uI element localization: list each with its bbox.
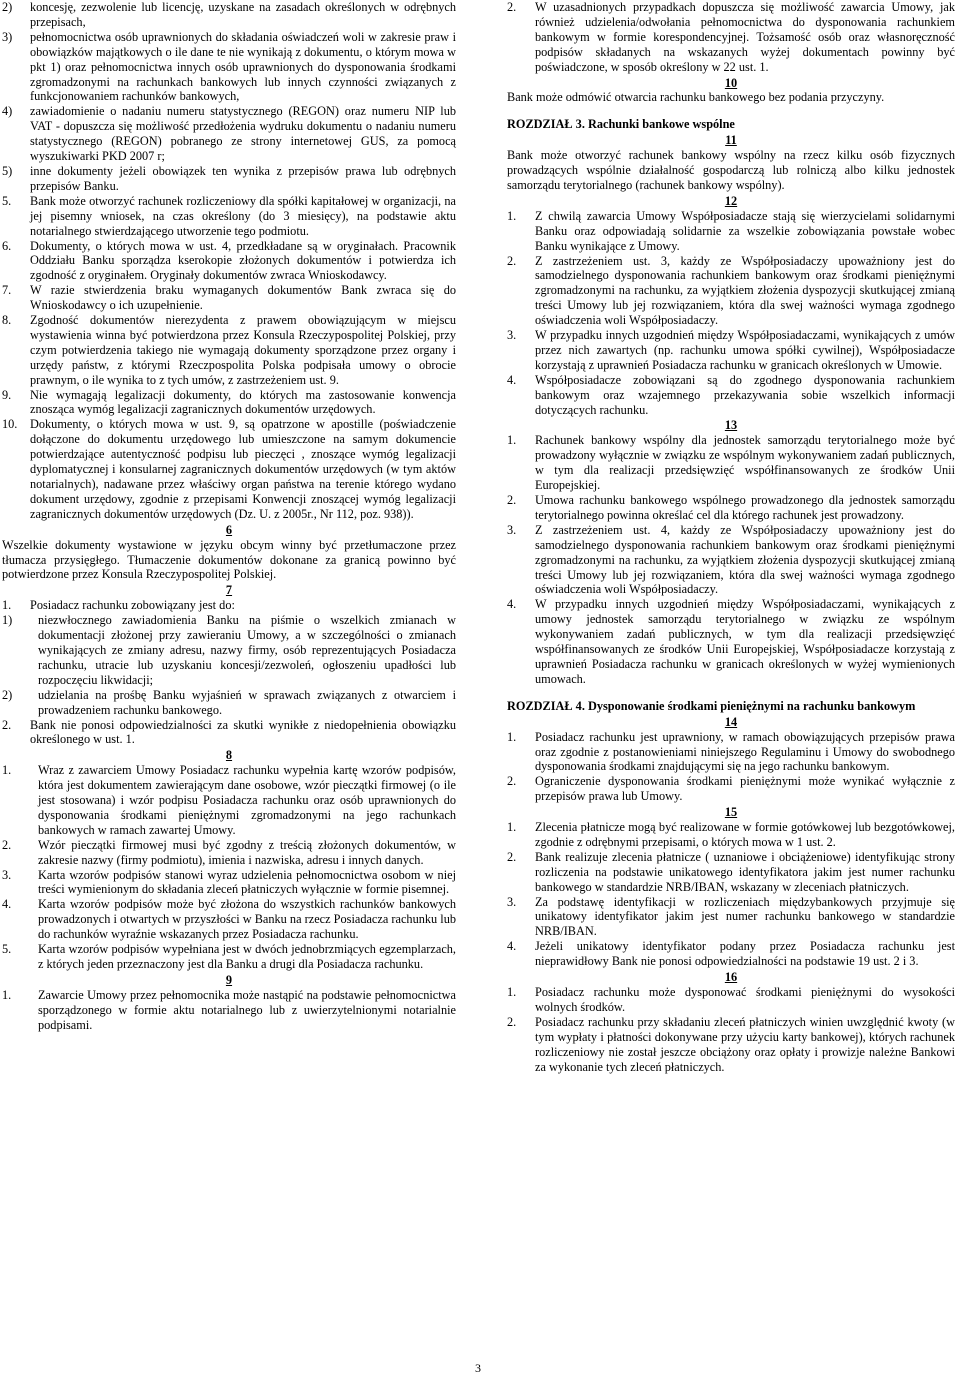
page-number: 3 bbox=[475, 1361, 481, 1375]
item-text: Posiadacz rachunku zobowiązany jest do: bbox=[30, 598, 235, 613]
list-item bbox=[507, 493, 955, 523]
item-text: Zawarcie Umowy przez pełnomocnika może nastąpić na podstawie pełnomocnictwa sporządzonego w formie aktu notarialnego lub z uwierzytelnionymi notarialnie podpisami. bbox=[38, 987, 456, 1032]
section-number: 10 bbox=[724, 75, 738, 90]
item-number: 6. bbox=[2, 238, 12, 253]
item-text: Z zastrzeżeniem ust. 3, każdy ze Współposiadaczy upoważniony jest do samodzielnego dysponowania rachunkiem bankowym oraz środkami pieniężnymi zgromadzonymi na rachunku, za wyjątkiem złożenia dyspozycji skutkującej zmianą treści Umowy lub jej rozwiązaniem, która dla swej ważności wymaga zgodnego oświadczenia woli Współposiadaczy. bbox=[535, 253, 955, 328]
list-item bbox=[507, 1015, 955, 1075]
list-item bbox=[2, 283, 456, 313]
list-item bbox=[2, 194, 456, 239]
left-column bbox=[2, 0, 456, 1033]
list-item bbox=[2, 763, 456, 838]
item-text: Dokumenty, o których mowa w ust. 9, są opatrzone w apostille (poświadczenie dołączone do dokumentu urzędowego lub umieszczone na samym dokumencie potwierdzające autentyczność podpisu lub pieczęci , znoszące wymóg legalizacji dyplomatycznej i konsularnej zagranicznych dokumentów urzędowych (w tym aktów notarialnych), nadawane przez właściwy organ państwa na terenie którego wydano dokument urzędowy, zgodnie z przepisami Konwencji znoszącej wymóg legalizacji zagranicznych dokumentów urzędowych (Dz. U. z 2005r., Nr 112, poz. 938)). bbox=[30, 417, 456, 521]
list-item bbox=[507, 373, 955, 418]
item-text: Zlecenia płatnicze mogą być realizowane w formie gotówkowej lub bezgotówkowej, zgodnie z odrębnymi przepisami, o których mowa w 1 ust. 2. bbox=[535, 820, 955, 849]
list-item bbox=[507, 209, 955, 254]
list-item bbox=[2, 897, 456, 942]
item-number: 3) bbox=[2, 29, 13, 44]
item-text: Współposiadacze zobowiązani są do zgodnego dysponowania rachunkiem bankowym oraz wzajemnego przekazywania sobie wszelkich informacji dotyczących rachunku. bbox=[535, 372, 955, 417]
item-number: 2. bbox=[2, 717, 12, 732]
list-item bbox=[2, 0, 456, 30]
item-number: 1. bbox=[2, 763, 12, 778]
list-item bbox=[507, 820, 955, 850]
item-text: Wzór pieczątki firmowej musi być zgodny z treścią złożonych dokumentów, w zakresie nazwy (firmy podmiotu), imienia i nazwiska, adresu i innych danych. bbox=[38, 837, 456, 867]
list-item bbox=[507, 850, 955, 895]
item-text: Ograniczenie dysponowania środkami pieniężnymi może wynikać wyłącznie z przepisów prawa lub Umowy. bbox=[535, 774, 955, 804]
item-text: W uzasadnionych przypadkach dopuszcza się możliwość zawarcia Umowy, jak również udzielenia/odwołania pełnomocnictwa do dysponowania rachunkiem bankowym w formie korespondencyjnej. Tożsamość osób oraz własnoręczność podpisów składanych na wskazanych wyżej dokumentach powinny być poświadczone, w sposób określony w 22 ust. 1. bbox=[535, 0, 955, 74]
section-number: 12 bbox=[724, 193, 738, 208]
list-item bbox=[507, 985, 955, 1015]
item-text: Bank może otworzyć rachunek rozliczeniowy dla spółki kapitałowej w organizacji, na jej pisemny wniosek, na czas określony (do 3 miesięcy), na podstawie aktu notarialnego stwierdzającego utworzenie tego podmiotu. bbox=[30, 193, 456, 238]
chapter-heading: ROZDZIAŁ 3. Rachunki bankowe wspólne bbox=[507, 117, 735, 132]
item-number: 7. bbox=[2, 283, 12, 298]
item-number: 1. bbox=[507, 433, 517, 448]
item-number: 1. bbox=[2, 987, 12, 1002]
list-item bbox=[507, 433, 955, 493]
item-text: Jeżeli unikatowy identyfikator podany przez Posiadacza rachunku jest nieprawidłowy Bank nie ponosi odpowiedzialności na podstawie 19 ust. 2 i 3. bbox=[535, 939, 955, 969]
list-item bbox=[507, 254, 955, 329]
item-number: 1. bbox=[507, 985, 517, 999]
item-number: 4) bbox=[2, 104, 13, 119]
item-text: niezwłocznego zawiadomienia Banku na piśmie o wszelkich zmianach w dokumentacji złożonej przy zawieraniu Umowy, a w szczególności o zmianach wynikających ze zmiany adresu, nazwy firmy, osób reprezentujących Posiadacza rachunku, utracie lub uzyskaniu koncesji/zezwoleń, ogłoszeniu upadłości lub rozpoczęciu likwidacji; bbox=[38, 613, 456, 687]
item-number: 2. bbox=[2, 837, 12, 852]
section-number: 15 bbox=[724, 805, 738, 820]
list-item bbox=[2, 988, 456, 1033]
item-text: pełnomocnictwa osób uprawnionych do składania oświadczeń woli w zakresie praw i obowiązków majątkowych o ile dane te nie wynikają z dokumentu, o którym mowa w pkt 1) oraz pełnomocnictwa innych osób uprawnionych do dysponowania środkami zgromadzonymi na rachunkach bankowych lub innych czynności związanych z funkcjonowaniem rachunków bankowych, bbox=[30, 29, 456, 104]
item-number: 5) bbox=[2, 163, 13, 178]
right-column bbox=[507, 0, 955, 1074]
item-text: Rachunek bankowy wspólny dla jednostek samorządu terytorialnego może być prowadzony wyłącznie w związku ze wspólnym wykonywaniem zadań publicznych, w tym dla realizacji przedsięwzięć współfinansowanych ze środków Unii Europejskiej. bbox=[535, 433, 955, 493]
item-number: 2. bbox=[507, 253, 517, 268]
item-text: zawiadomienie o nadaniu numeru statystycznego (REGON) oraz numeru NIP lub VAT - dopuszcza się możliwość przedłożenia wydruku dokumentu o nadaniu numeru statystycznego (REGON) pobranego ze strony internetowej GUS, za pomocą wyszukiwarki PKD 2007 r; bbox=[30, 104, 456, 164]
item-number: 4. bbox=[507, 372, 517, 387]
list-item bbox=[507, 895, 955, 940]
item-number: 3. bbox=[507, 894, 517, 909]
item-number: 5. bbox=[2, 942, 12, 957]
item-number: 8. bbox=[2, 313, 12, 328]
item-number: 2. bbox=[507, 1014, 517, 1029]
section-number: 6 bbox=[225, 522, 233, 537]
item-text: Posiadacz rachunku przy składaniu zleceń płatniczych winien uwzględnić kwoty (w tym wypłaty i płatności dokonywane przy użyciu karty bankowej), których rachunek rozliczeniowy nie został jeszcze obciążony oraz opłaty i prowizje należne Bankowi za wykonanie tych zleceń płatniczych. bbox=[535, 1014, 955, 1074]
list-item bbox=[507, 939, 955, 969]
paragraph: Wszelkie dokumenty wystawione w języku obcym winny być przetłumaczone przez tłumacza przysięgłego. Tłumaczenie dokumentów dokonane za granicą powinno być potwierdzone przez Konsula Rzeczypospolitej Polskiej. bbox=[2, 537, 456, 582]
list-item bbox=[2, 838, 456, 868]
item-text: Zgodność dokumentów nierezydenta z prawem obowiązującym w miejscu wystawienia winna być potwierdzona przez Konsula Rzeczypospolitej Polskiej, przy czym potwierdzenia takiego nie wymagają dokumenty sporządzone przez organy i urzędy państw, z którymi Rzeczpospolita Polska podpisała umowy o obrocie prawnym, o ile wynika to z tych umów, z zastrzeżeniem ust. 9. bbox=[30, 313, 456, 387]
item-text: Posiadacz rachunku jest uprawniony, w ramach obowiązujących przepisów prawa oraz zgodnie z postanowieniami niniejszego Regulaminu i Umowy do swobodnego dysponowania środkami znajdującymi się na jego rachunku bankowym. bbox=[535, 729, 955, 774]
item-number: 1. bbox=[507, 820, 517, 835]
list-item bbox=[2, 164, 456, 194]
list-item bbox=[2, 239, 456, 284]
list-item bbox=[507, 774, 955, 804]
item-text: W razie stwierdzenia braku wymaganych dokumentów Bank zwraca się do Wnioskodawcy o ich uzupełnienie. bbox=[30, 283, 456, 313]
item-number: 3. bbox=[2, 867, 12, 882]
item-number: 5. bbox=[2, 193, 12, 208]
section-number: 9 bbox=[225, 972, 233, 987]
item-number: 4. bbox=[507, 597, 517, 612]
item-text: Wraz z zawarciem Umowy Posiadacz rachunku wypełnia kartę wzorów podpisów, która jest dokumentem zawierającym dane osobowe, wzór pieczątki firmowej (o ile jest stosowana) i wzór podpisu Posiadacza rachunku oraz osób uprawnionych do dysponowania środkami pieniężnymi zgromadzonymi na jego rachunkach bankowych w ramach zawartej Umowy. bbox=[38, 763, 456, 837]
list-item bbox=[2, 718, 456, 748]
item-number: 10. bbox=[2, 417, 18, 432]
item-text: Posiadacz rachunku może dysponować środkami pieniężnymi do wysokości wolnych środków. bbox=[535, 985, 955, 1014]
item-text: Z zastrzeżeniem ust. 4, każdy ze Współposiadaczy upoważniony jest do samodzielnego dysponowania rachunkiem bankowym oraz środkami pieniężnymi zgromadzonymi na rachunku, za wyjątkiem złożenia dyspozycji skutkującej zmianą treści Umowy lub jej rozwiązaniem, która dla swej ważności wymaga zgodnego oświadczenia woli Współposiadaczy. bbox=[535, 522, 955, 597]
section-number: 7 bbox=[225, 583, 233, 598]
item-text: W przypadku innych uzgodnień między Współposiadaczami, wynikających z umów przez nich zawartych (np. rachunku umowa spółki cywilnej), Współposiadacze korzystają z uprawnień Posiadacza rachunku w granicach określonych w Umowie. bbox=[535, 328, 955, 372]
item-text: Za podstawę identyfikacji w rozliczeniach międzybankowych przyjmuje się unikatowy identyfikator jakim jest numer rachunku bankowego w standardzie NRB/IBAN. bbox=[535, 894, 955, 939]
item-text: Bank nie ponosi odpowiedzialności za skutki wynikłe z niedopełnienia obowiązku określonego w ust. 1. bbox=[30, 717, 456, 747]
item-text: Umowa rachunku bankowego wspólnego prowadzonego dla jednostek samorządu terytorialnego powinna określać cel dla którego rachunek jest prowadzony. bbox=[535, 493, 955, 522]
section-number: 16 bbox=[724, 970, 738, 985]
section-number: 8 bbox=[225, 748, 233, 763]
item-text: Bank realizuje zlecenia płatnicze ( uznaniowe i obciążeniowe) identyfikując strony rozliczenia na podstawie unikatowego identyfikatora jakim jest numer rachunku bankowego w standardzie NRB/IBAN, wskazany w zleceniach płatniczych. bbox=[535, 849, 955, 894]
list-item bbox=[2, 417, 456, 521]
list-item bbox=[2, 313, 456, 388]
item-number: 9. bbox=[2, 387, 12, 402]
item-text: inne dokumenty jeżeli obowiązek ten wynika z przepisów prawa lub odrębnych przepisów Banku. bbox=[30, 163, 456, 193]
section-number: 13 bbox=[724, 418, 738, 433]
item-text: koncesję, zezwolenie lub licencję, uzyskane na zasadach określonych w odrębnych przepisach, bbox=[30, 0, 456, 29]
list-item bbox=[2, 613, 456, 688]
list-item bbox=[2, 30, 456, 105]
item-number: 4. bbox=[507, 939, 517, 954]
item-number: 1. bbox=[507, 208, 517, 223]
item-number: 2) bbox=[2, 0, 13, 14]
list-item bbox=[507, 523, 955, 598]
list-item bbox=[2, 688, 456, 718]
item-number: 1. bbox=[507, 729, 517, 744]
list-item bbox=[507, 730, 955, 775]
item-text: Karta wzorów podpisów może być złożona do wszystkich rachunków bankowych prowadzonych i otwartych w przyszłości w Banku na rzecz Posiadacza rachunku lub do rachunków wyraźnie wskazanych przez Posiadacza rachunku. bbox=[38, 897, 456, 942]
chapter-heading: ROZDZIAŁ 4. Dysponowanie środkami pieniężnymi na rachunku bankowym bbox=[507, 698, 916, 713]
list-item bbox=[2, 868, 456, 898]
item-number: 4. bbox=[2, 897, 12, 912]
list-item bbox=[2, 942, 456, 972]
item-number: 2. bbox=[507, 493, 517, 507]
list-item bbox=[507, 328, 955, 373]
item-number: 1) bbox=[2, 613, 13, 628]
item-text: udzielania na prośbę Banku wyjaśnień w sprawach związanych z otwarciem i prowadzeniem rachunku bankowego. bbox=[38, 687, 456, 717]
item-text: Nie wymagają legalizacji dokumenty, do których ma zastosowanie konwencja znosząca wymóg legalizacji zagranicznych dokumentów urzędowych. bbox=[30, 387, 456, 417]
list-item bbox=[2, 598, 456, 613]
item-text: Z chwilą zawarcia Umowy Współposiadacze stają się wierzycielami solidarnymi Banku oraz odpowiadają solidarnie za wszelkie zobowiązania powstałe wobec Banku wynikające z Umowy. bbox=[535, 208, 955, 253]
item-number: 1. bbox=[2, 598, 12, 613]
section-number: 14 bbox=[724, 714, 738, 729]
item-number: 3. bbox=[507, 522, 517, 537]
item-number: 2) bbox=[2, 687, 13, 702]
item-text: Karta wzorów podpisów wypełniana jest w dwóch jednobrzmiących egzemplarzach, z których jeden przeznaczony jest dla Banku a drugi dla Posiadacza rachunku. bbox=[38, 942, 456, 971]
list-item bbox=[507, 0, 955, 75]
item-text: W przypadku innych uzgodnień między Współposiadaczami, wynikających z umowy jednostek samorządu terytorialnego w związku ze wspólnym wykonywaniem zadań publicznych, w tym dla realizacji przedsięwzięć współfinansowanych ze środków Unii Europejskiej, Współposiadacze korzystają z uprawnień Posiadacza rachunku w granicach określonych w wyżej wymienionych umowach. bbox=[535, 597, 955, 686]
list-item bbox=[507, 597, 955, 686]
item-number: 3. bbox=[507, 328, 517, 343]
item-text: Karta wzorów podpisów stanowi wyraz udzielenia pełnomocnictwa osobom w niej treści wymienionym do składania zleceń płatniczych wyłącznie w formie pisemnej. bbox=[38, 867, 456, 897]
item-number: 2. bbox=[507, 0, 517, 14]
item-text: Dokumenty, o których mowa w ust. 4, przedkładane są w oryginałach. Pracownik Oddziału Banku sporządza kserokopie złożonych dokumentów i potwierdza ich zgodność z oryginałem. Oryginały dokumentów zwraca Wnioskodawcy. bbox=[30, 238, 456, 283]
item-number: 2. bbox=[507, 849, 517, 864]
item-number: 2. bbox=[507, 774, 517, 789]
list-item bbox=[2, 388, 456, 418]
list-item bbox=[2, 104, 456, 164]
paragraph: Bank może otworzyć rachunek bankowy wspólny na rzecz kilku osób fizycznych prowadzących wspólnie działalność gospodarczą lub rolniczą albo kilku jednostek samorządu terytorialnego (rachunek bankowy wspólny). bbox=[507, 148, 955, 192]
section-number: 11 bbox=[725, 133, 737, 148]
paragraph: Bank może odmówić otwarcia rachunku bankowego bez podania przyczyny. bbox=[507, 90, 885, 105]
